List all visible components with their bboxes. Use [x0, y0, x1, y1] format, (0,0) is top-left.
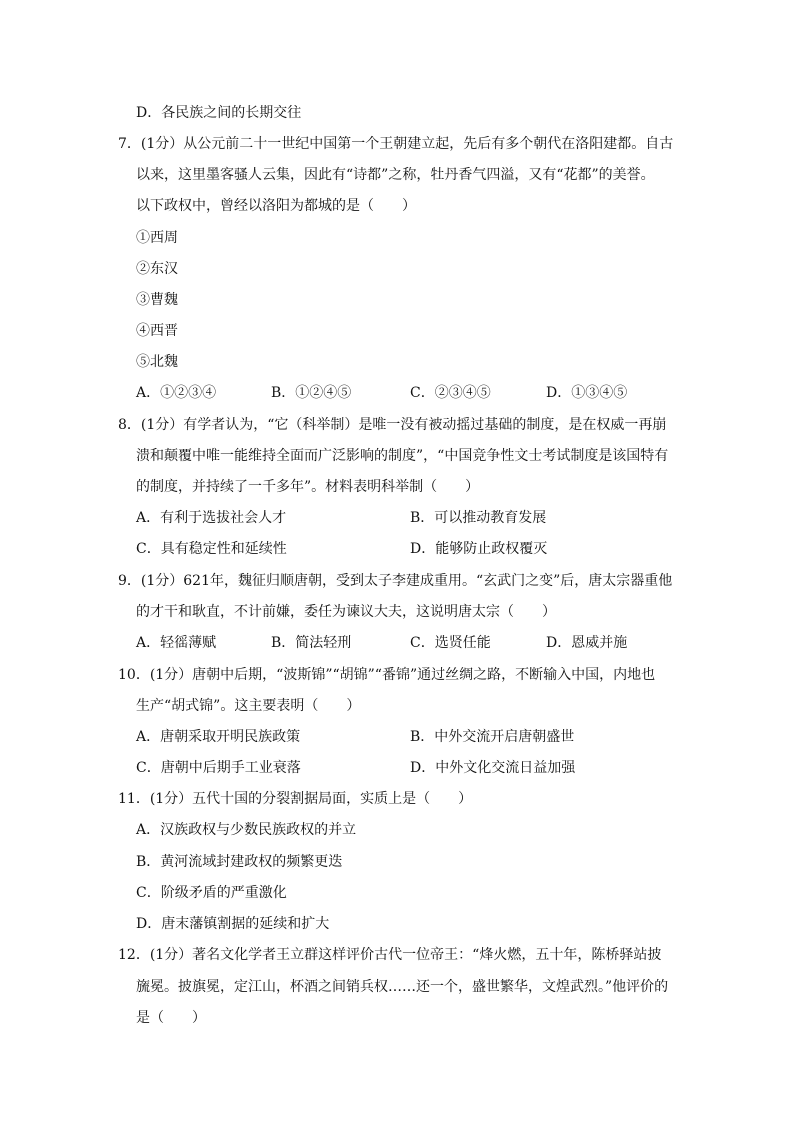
q8-stem-line3: 的制度，并持续了一千多年”。材料表明科举制（ ）: [136, 479, 480, 495]
q12-stem-line3: 是（ ）: [136, 1010, 206, 1026]
q9-stem-line2: 的才干和耿直，不计前嫌，委任为谏议大夫，这说明唐太宗（ ）: [136, 604, 556, 620]
q7-option-c: C．②③④⑤: [410, 385, 491, 401]
q7-item-4: ④西晋: [136, 323, 178, 339]
q7-item-5: ⑤北魏: [136, 354, 178, 370]
q11-option-a: A．汉族政权与少数民族政权的并立: [136, 822, 357, 838]
q7-option-d: D．①③④⑤: [546, 385, 628, 401]
q8-stem-line1: 8．(1分）有学者认为，“它（科举制）是唯一没有被动摇过基础的制度，是在权威一再崩: [118, 417, 667, 433]
q7-option-a: A．①②③④: [136, 385, 217, 401]
q7-stem-line2: 以来，这里墨客骚人云集，因此有“诗都”之称，牡丹香气四溢，又有“花都”的美誉。: [136, 167, 655, 183]
q7-option-b: B．①②④⑤: [271, 385, 352, 401]
q7-item-3: ③曹魏: [136, 292, 178, 308]
q9-option-a: A．轻徭薄赋: [136, 635, 217, 651]
q10-stem-line2: 生产“胡式锦”。这主要表明（ ）: [136, 698, 361, 714]
q12-stem-line2: 旒冕。披旗冕，定江山，杯酒之间销兵权……还一个，盛世繁华，文煌武烈。”他评价的: [136, 979, 669, 995]
q7-stem-line3: 以下政权中，曾经以洛阳为都城的是（ ）: [136, 198, 416, 214]
q7-item-2: ②东汉: [136, 261, 178, 277]
q11-option-c: C．阶级矛盾的严重激化: [136, 885, 287, 901]
q8-option-c: C．具有稳定性和延续性: [136, 541, 287, 557]
q11-option-d: D．唐末藩镇割据的延续和扩大: [136, 916, 330, 932]
q8-option-b: B．可以推动教育发展: [410, 510, 547, 526]
q10-option-d: D．中外文化交流日益加强: [410, 760, 576, 776]
q12-stem-line1: 12．(1分）著名文化学者王立群这样评价古代一位帝王：“烽火燃，五十年，陈桥驿站披: [118, 947, 662, 963]
q8-option-d: D．能够防止政权覆灭: [410, 541, 548, 557]
q9-option-c: C．选贤任能: [410, 635, 491, 651]
q10-option-c: C．唐朝中后期手工业衰落: [136, 760, 301, 776]
q11-option-b: B．黄河流域封建政权的频繁更迭: [136, 854, 343, 870]
q9-option-b: B．简法轻刑: [271, 635, 352, 651]
q7-item-1: ①西周: [136, 230, 178, 246]
q10-option-b: B．中外交流开启唐朝盛世: [410, 729, 575, 745]
q9-option-d: D．恩威并施: [546, 635, 628, 651]
q6-option-d: D．各民族之间的长期交往: [136, 105, 302, 121]
q11-stem-line1: 11．(1分）五代十国的分裂割据局面，实质上是（ ）: [118, 791, 473, 807]
q8-stem-line2: 溃和颠覆中唯一能维持全面而广泛影响的制度”，“中国竞争性文士考试制度是该国特有: [136, 448, 669, 464]
q8-option-a: A．有利于选拔社会人才: [136, 510, 287, 526]
q10-option-a: A．唐朝采取开明民族政策: [136, 729, 301, 745]
q10-stem-line1: 10．(1分）唐朝中后期，“波斯锦”“胡锦”“番锦”通过丝绸之路，不断输入中国，内地也: [118, 667, 656, 683]
q7-stem-line1: 7．(1分）从公元前二十一世纪中国第一个王朝建立起，先后有多个朝代在洛阳建都。自古: [118, 136, 674, 152]
q9-stem-line1: 9．(1分）621年，魏征归顺唐朝，受到太子李建成重用。“玄武门之变”后，唐太宗器重他: [118, 573, 673, 589]
